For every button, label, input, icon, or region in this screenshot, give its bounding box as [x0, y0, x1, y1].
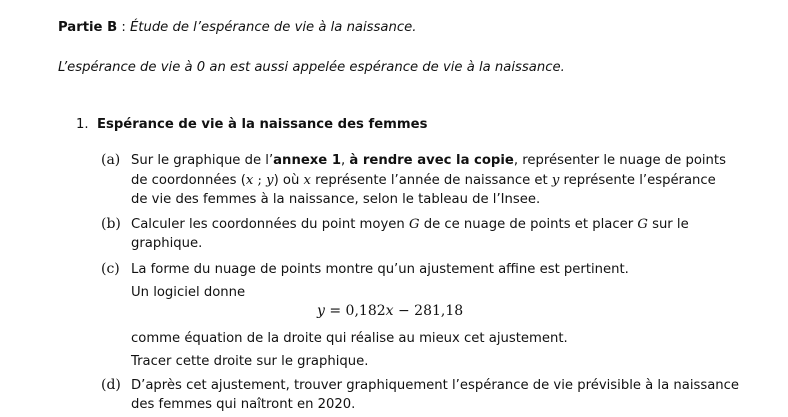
item-b-text: Calculer les coordonnées du point moyen — [131, 217, 409, 232]
item-b-label: (b) — [101, 216, 121, 232]
eq-y: y — [317, 303, 325, 319]
partie-label: Partie B — [58, 20, 118, 35]
item-a-line-1 — [131, 152, 726, 170]
math-x-2: x — [303, 173, 311, 188]
item-d-label: (d) — [101, 377, 121, 393]
item-b-line-2: graphique. — [131, 236, 203, 251]
eq-x: x — [385, 303, 394, 319]
equation — [317, 302, 463, 320]
item-b-text-3: sur le — [647, 217, 689, 232]
section-title — [97, 116, 427, 134]
intro-text — [58, 59, 565, 77]
math-semicolon: ; — [253, 173, 267, 188]
item-c-line-2: Un logiciel donne — [131, 285, 246, 300]
item-a-text-end: , représenter le nuage de points — [513, 153, 726, 168]
item-a-coord-text: de coordonnées ( — [131, 173, 246, 188]
item-b-line-1 — [131, 216, 689, 234]
intro-sentence: L’espérance de vie à 0 an est aussi appelée espérance de vie à la naissance. — [58, 60, 565, 75]
partie-title: Étude de l’espérance de vie à la naissance. — [129, 20, 417, 35]
math-y: y — [266, 173, 274, 188]
eq-part-1: = 0,182 — [324, 303, 386, 319]
section-number: 1. — [76, 117, 89, 132]
item-b-text-2: de ce nuage de points et placer — [419, 217, 638, 232]
item-a-text: Sur le graphique de l’ — [131, 153, 274, 168]
math-y-2: y — [551, 173, 560, 188]
item-a-annexe: annexe 1 — [273, 153, 341, 168]
math-x: x — [245, 173, 254, 188]
partie-heading — [58, 19, 416, 37]
math-g-2: G — [637, 217, 648, 232]
item-a-esperance: représente l’espérance — [559, 173, 716, 188]
item-a-line-2 — [131, 172, 716, 190]
item-d-line-2: des femmes qui naîtront en 2020. — [131, 397, 356, 412]
item-a-line-3: de vie des femmes à la naissance, selon le tableau de l’Insee. — [131, 192, 541, 207]
item-c-label: (c) — [101, 261, 120, 277]
item-c-line-4: Tracer cette droite sur le graphique. — [131, 354, 369, 369]
item-a-rendre: à rendre avec la copie — [349, 153, 514, 168]
item-a-label: (a) — [101, 152, 121, 168]
item-a-represente: représente l’année de naissance et — [310, 173, 552, 188]
math-g: G — [408, 217, 420, 232]
partie-separator: : — [117, 20, 130, 35]
item-d-line-1: D’après cet ajustement, trouver graphiquement l’espérance de vie prévisible à la naissance — [131, 378, 740, 393]
item-c-line-3: comme équation de la droite qui réalise au mieux cet ajustement. — [131, 331, 568, 346]
item-a-ou: ) où — [273, 173, 304, 188]
eq-part-2: − 281,18 — [393, 303, 464, 319]
item-a-comma: , — [341, 153, 350, 168]
section-title-text: Espérance de vie à la naissance des femmes — [97, 117, 428, 132]
item-c-line-1: La forme du nuage de points montre qu’un ajustement affine est pertinent. — [131, 262, 629, 277]
